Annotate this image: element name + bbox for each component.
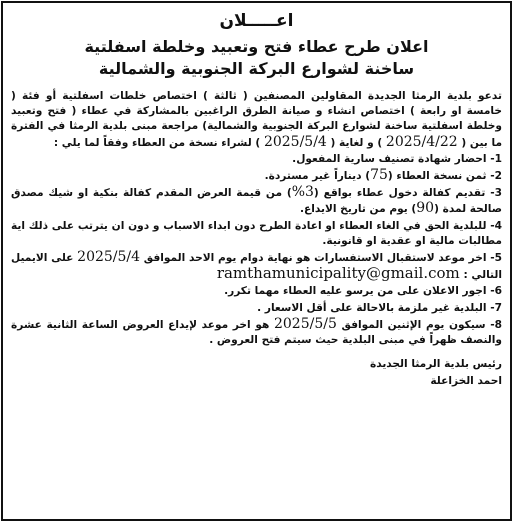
item-5-date: 2025/5/4 [77,249,141,266]
signature-name: احمد الخزاعلة [430,375,502,388]
item-3-text-mid: ) من قيمة العرض المقدم كفالة بنكية او شيك مصدق صالحة لمدة ( [11,187,502,216]
condition-item-1: 1- احضار شهادة تصنيف سارية المفعول. [292,152,502,165]
item-2-text: 2- ثمن نسخة العطاء ( [387,170,502,183]
condition-item-8 [11,317,502,348]
contact-email: ramthamunicipality@gmail.com [216,264,460,283]
signature-block [11,356,502,390]
item-3-text-end: ) يوم من تاريخ الايداع. [299,203,417,216]
announcement-title: اعـــــلان [219,11,294,31]
intro-date-to: 2025/5/4 [263,133,327,150]
item-2-price: 75 [370,167,388,184]
condition-item-3 [11,185,502,217]
item-3-text: 3- تقديم كفالة دخول عطاء بواقع ( [313,187,502,200]
intro-date-from: 2025/4/22 [385,133,458,150]
announcement-page [1,1,512,521]
condition-item-7: 7- البلدية غير ملزمة بالاحالة على أقل الاسعار . [257,301,502,314]
intro-text-2: ) و لغاية ( [330,136,383,149]
intro-paragraph [11,89,502,151]
condition-item-2 [11,168,502,184]
item-2-text-end: ) ديناراً غير مستردة. [264,170,371,183]
item-8-text-end: هو اخر موعد لإيداع العروض الساعة الثانية عشرة والنصف ظهراً في مبنى البلدية حيث سيتم فتح العروض . [11,318,502,347]
item-5-text-mid: على الايميل التالي : [11,252,502,282]
item-8-text: 8- سيكون يوم الإثنين الموافق [341,318,502,331]
signature-title: رئيس بلدية الرمثا الجديدة [369,358,502,371]
item-8-date: 2025/5/5 [273,315,337,332]
intro-text-3: ) لشراء نسخة من العطاء وفقاً لما يلي : [53,136,261,149]
tender-subtitle-2: ساخنة لشوارع البركة الجنوبية والشمالية [98,59,415,78]
item-3-percent: 3% [291,184,314,201]
tender-subtitle-1: اعلان طرح عطاء فتح وتعبيد وخلطة اسفلتية [84,37,429,56]
condition-item-4: 4- للبلدية الحق في الغاء العطاء او اعادة الطرح دون ابداء الاسباب و دون ان يترتب على ذلك اية مطالبات مالية او عقدية او قانونية. [11,219,502,247]
condition-item-5 [11,250,502,283]
item-3-days: 90 [416,200,435,217]
announcement-body [11,89,502,348]
item-5-text: 5- اخر موعد لاستقبال الاستفسارات هو نهاية دوام يوم الاحد الموافق [143,252,502,265]
intro-text-1: تدعو بلدية الرمثا الجديدة المقاولين المصنفين ( ثالثة ) اختصاص خلطات اسفلتية أو فئة ( خامسة او رابعة ) اختصاص انشاء و صيانة الطرق الراغبين بالمشاركة في عطاء ( فتح وتعبيد وخلطة اسفلتية ساخنة لشوارع البركة الجنوبية والشمالية) مراجعة مبنى بلدية الرمثا في الفترة ما بين ( [11,90,502,149]
condition-item-6: 6- اجور الاعلان على من يرسو عليه العطاء مهما تكرر. [224,285,502,298]
